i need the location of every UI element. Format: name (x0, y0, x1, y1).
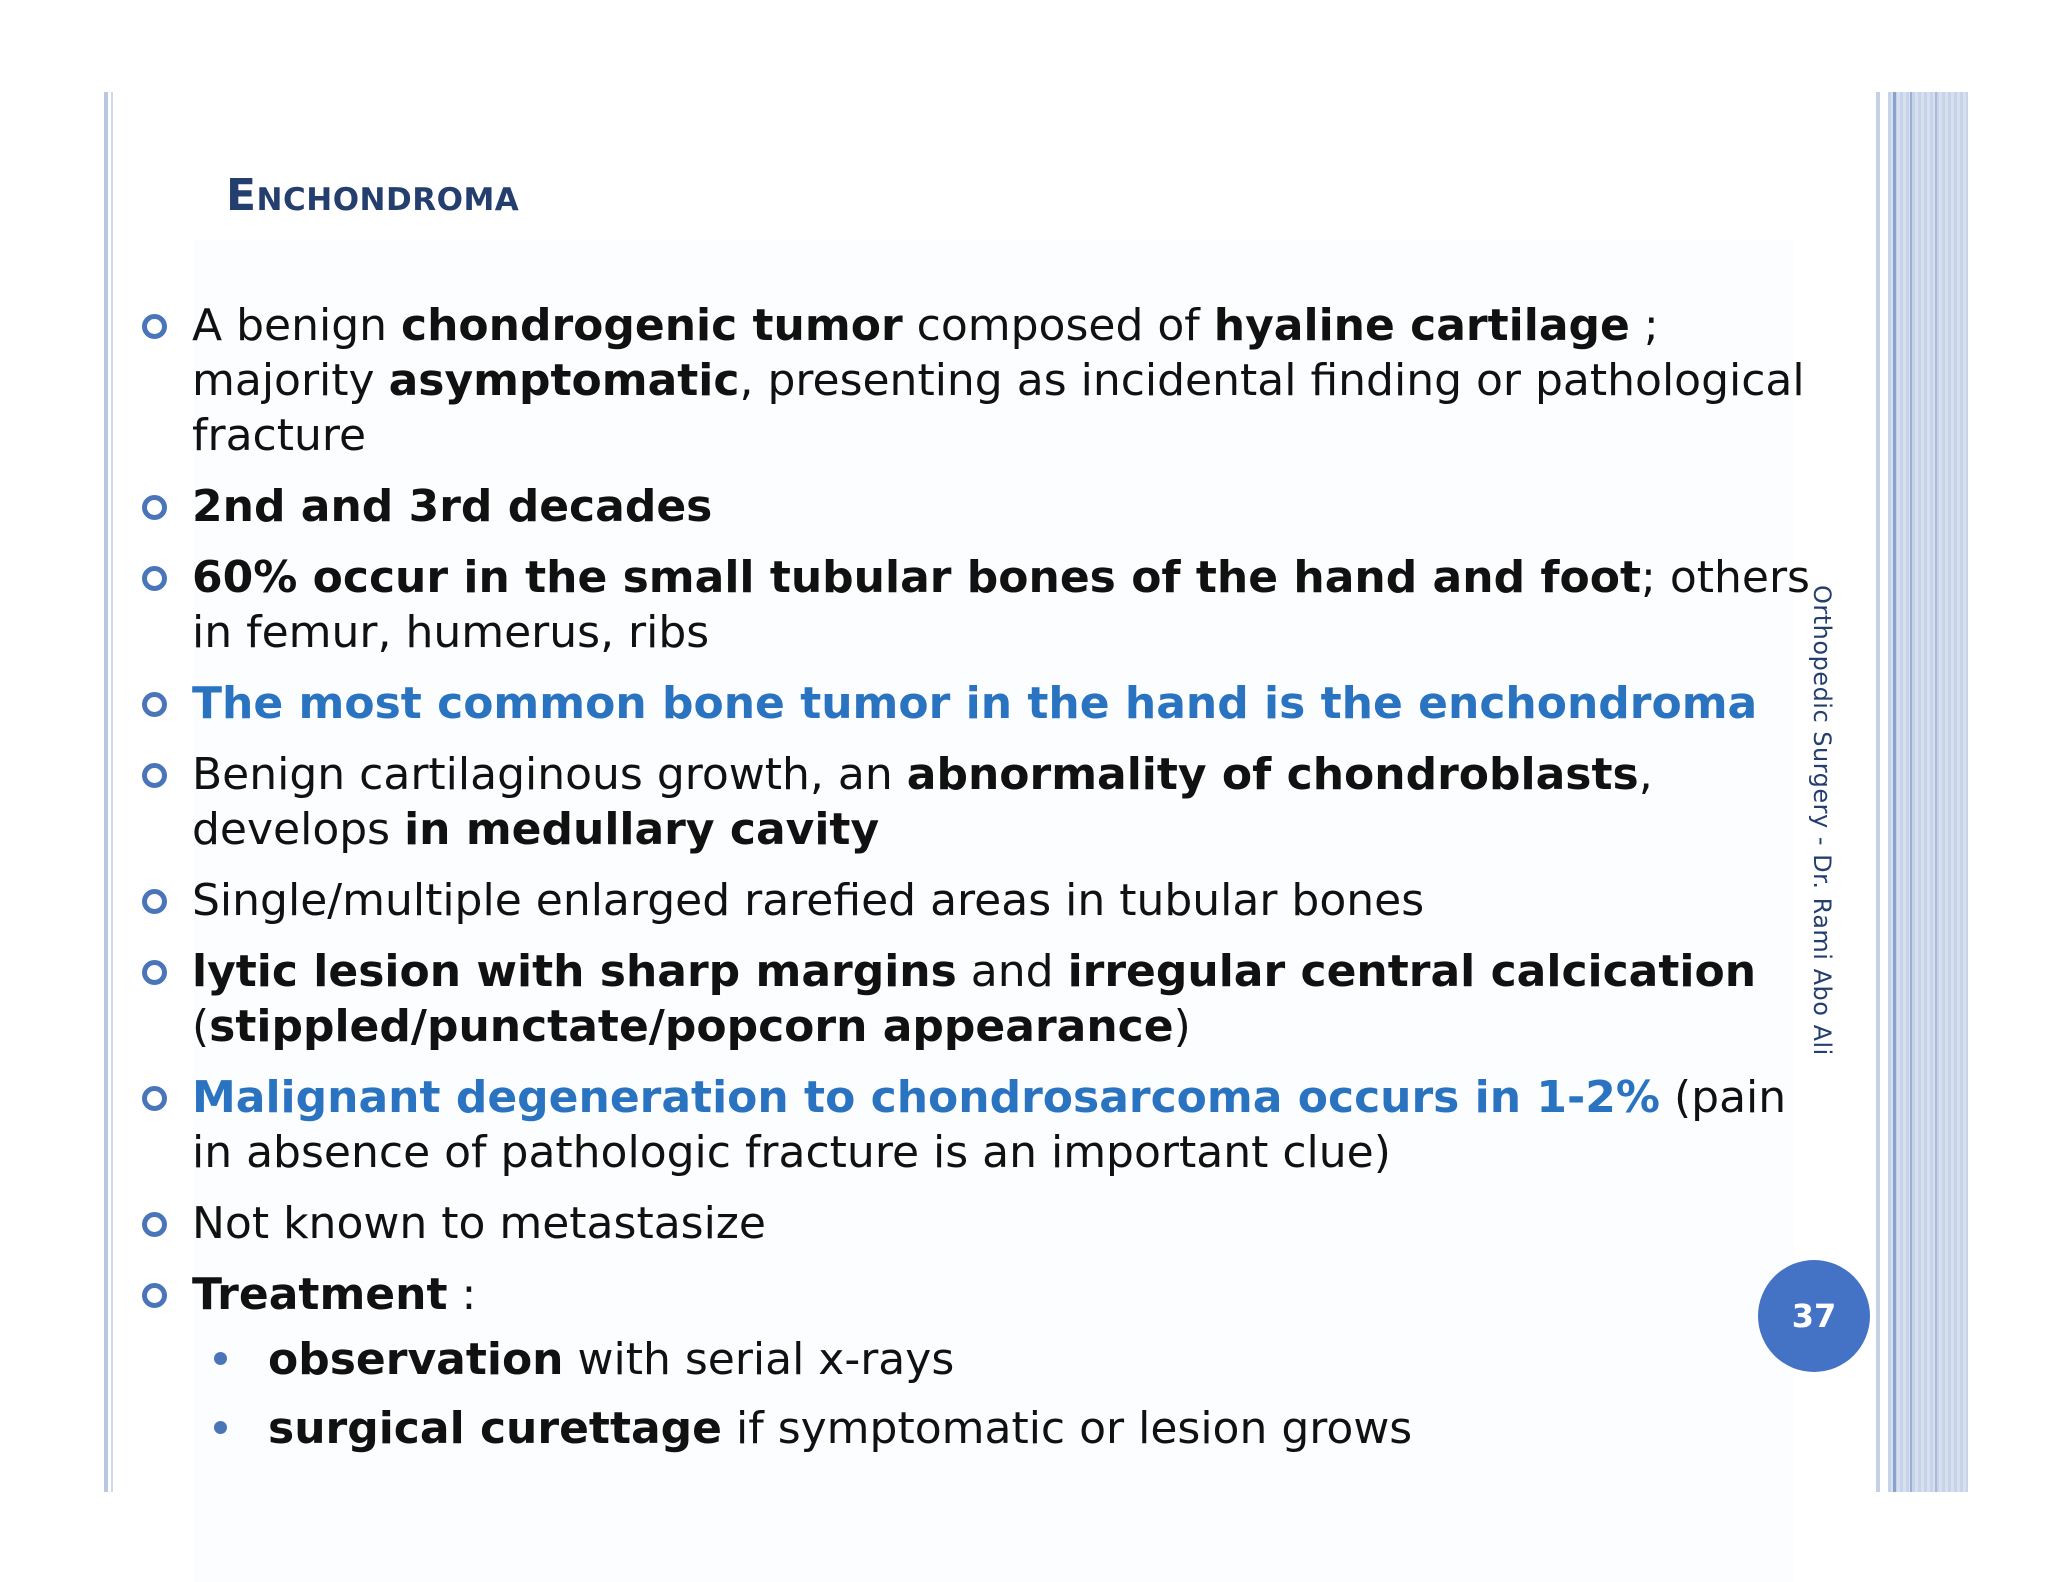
left-border-line-inner (111, 92, 113, 1492)
sub-bullet-item-1: observation with serial x-rays (214, 1332, 1820, 1387)
bullet-ring-icon (142, 314, 167, 339)
page-number: 37 (1791, 1297, 1837, 1335)
sub-bullet-item-2: surgical curettage if symptomatic or lesion grows (214, 1401, 1820, 1456)
bullet-item-4: The most common bone tumor in the hand is the enchondroma (140, 676, 1820, 731)
bullet-item-5: Benign cartilaginous growth, an abnormality of chondroblasts, develops in medullary cavity (140, 747, 1820, 857)
bullet-dot-icon (214, 1352, 227, 1365)
bullet-ring-icon (142, 1086, 167, 1111)
left-border-line (104, 92, 108, 1492)
bullet-item-3: 60% occur in the small tubular bones of the hand and foot; others in femur, humerus, ribs (140, 550, 1820, 660)
bullet-item-9: Not known to metastasize (140, 1196, 1820, 1251)
bullet-ring-icon (142, 692, 167, 717)
right-border-line-a (1876, 92, 1880, 1492)
bullet-list (140, 298, 1820, 1472)
slide-title: Enchondroma (226, 170, 520, 221)
right-decorative-band (1888, 92, 1968, 1492)
bullet-dot-icon (214, 1421, 227, 1434)
bullet-ring-icon (142, 889, 167, 914)
bullet-item-8: Malignant degeneration to chondrosarcoma occurs in 1-2% (pain in absence of pathologic fracture is an important clue) (140, 1070, 1820, 1180)
bullet-ring-icon (142, 566, 167, 591)
right-border-line-c (1910, 92, 1912, 1492)
bullet-ring-icon (142, 1212, 167, 1237)
bullet-item-2: 2nd and 3rd decades (140, 479, 1820, 534)
side-caption: Orthopedic Surgery - Dr. Rami Abo Ali (1808, 585, 1836, 1056)
bullet-item-10: Treatment : observation with serial x-rays surgical curettage if symptomatic or lesion grows (140, 1267, 1820, 1456)
bullet-item-6: Single/multiple enlarged rarefied areas in tubular bones (140, 873, 1820, 928)
bullet-ring-icon (142, 960, 167, 985)
right-border-line-b (1893, 92, 1896, 1492)
treatment-sub-list (192, 1332, 1820, 1456)
bullet-ring-icon (142, 1283, 167, 1308)
bullet-item-7: lytic lesion with sharp margins and irregular central calcication (stippled/punctate/popcorn appearance) (140, 944, 1820, 1054)
page-number-badge (1758, 1260, 1870, 1372)
bullet-ring-icon (142, 495, 167, 520)
bullet-ring-icon (142, 763, 167, 788)
right-border-line-d (1935, 92, 1937, 1492)
bullet-item-1: A benign chondrogenic tumor composed of hyaline cartilage ; majority asymptomatic, presenting as incidental finding or pathological fracture (140, 298, 1820, 463)
